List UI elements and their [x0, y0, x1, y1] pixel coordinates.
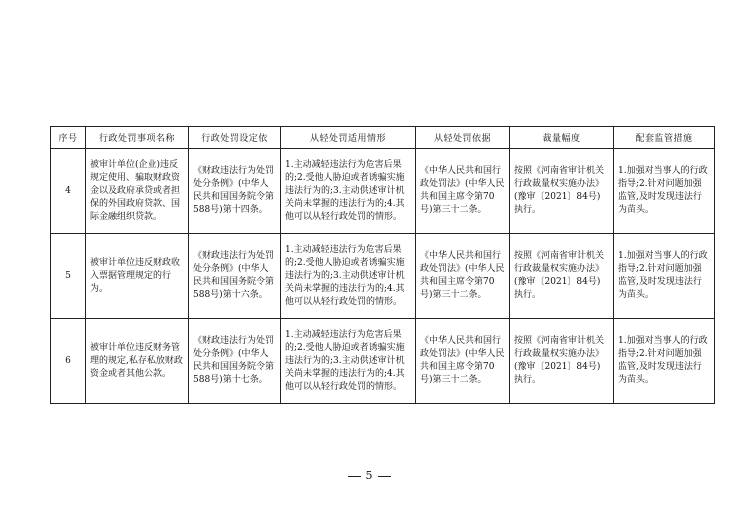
penalty-basis-cell: 《财政违法行为处罚处分条例》(中华人民共和国国务院令第588号)第十六条。	[189, 234, 281, 319]
supervision-measures-cell: 1.加强对当事人的行政指导;2.针对问题加强监管,及时发现违法行为苗头。	[614, 149, 715, 234]
discretion-range-cell: 按照《河南省审计机关行政裁量权实施办法》(豫审〔2021〕84号)执行。	[510, 319, 614, 404]
penalty-basis-cell: 《财政违法行为处罚处分条例》(中华人民共和国国务院令第588号)第十七条。	[189, 319, 281, 404]
table-header-row	[51, 127, 715, 149]
header-discretion-range: 裁量幅度	[510, 127, 614, 149]
lenient-conditions-cell: 1.主动减轻违法行为危害后果的;2.受他人胁迫或者诱骗实施违法行为的;3.主动供述审计机关尚未掌握的违法行为的;4.其他可以从轻行政处罚的情形。	[281, 319, 416, 404]
left-dash	[348, 476, 361, 477]
header-supervision-measures: 配套监管措施	[614, 127, 715, 149]
supervision-measures-cell: 1.加强对当事人的行政指导;2.针对问题加强监管,及时发现违法行为苗头。	[614, 319, 715, 404]
discretion-range-cell: 按照《河南省审计机关行政裁量权实施办法》(豫审〔2021〕84号)执行。	[510, 149, 614, 234]
row-number: 6	[51, 319, 86, 404]
row-number: 5	[51, 234, 86, 319]
penalty-table	[50, 126, 715, 404]
header-penalty-basis: 行政处罚设定依	[189, 127, 281, 149]
table-row	[51, 319, 715, 404]
penalty-item-cell: 被审计单位违反财务管理的规定,私存私放财政资金或者其他公款。	[86, 319, 189, 404]
row-number: 4	[51, 149, 86, 234]
lenient-legal-basis-cell: 《中华人民共和国行政处罚法》(中华人民共和国主席令第70号)第三十二条。	[416, 149, 510, 234]
lenient-conditions-cell: 1.主动减轻违法行为危害后果的;2.受他人胁迫或者诱骗实施违法行为的;3.主动供述审计机关尚未掌握的违法行为的;4.其他可以从轻行政处罚的情形。	[281, 149, 416, 234]
header-lenient-conditions: 从轻处罚适用情形	[281, 127, 416, 149]
lenient-legal-basis-cell: 《中华人民共和国行政处罚法》(中华人民共和国主席令第70号)第三十二条。	[416, 234, 510, 319]
lenient-conditions-cell: 1.主动减轻违法行为危害后果的;2.受他人胁迫或者诱骗实施违法行为的;3.主动供述审计机关尚未掌握的违法行为的;4.其他可以从轻行政处罚的情形。	[281, 234, 416, 319]
header-penalty-item: 行政处罚事项名称	[86, 127, 189, 149]
lenient-legal-basis-cell: 《中华人民共和国行政处罚法》(中华人民共和国主席令第70号)第三十二条。	[416, 319, 510, 404]
page-footer	[0, 469, 738, 482]
header-lenient-legal-basis: 从轻处罚依据	[416, 127, 510, 149]
table-row	[51, 234, 715, 319]
page-number: 5	[365, 469, 373, 482]
penalty-item-cell: 被审计单位违反财政收入票据管理规定的行为。	[86, 234, 189, 319]
header-serial-number: 序号	[51, 127, 86, 149]
supervision-measures-cell: 1.加强对当事人的行政指导;2.针对问题加强监管,及时发现违法行为苗头。	[614, 234, 715, 319]
penalty-basis-cell: 《财政违法行为处罚处分条例》(中华人民共和国国务院令第588号)第十四条。	[189, 149, 281, 234]
penalty-item-cell: 被审计单位(企业)违反规定使用、骗取财政资金以及政府承贷或者担保的外国政府贷款、国际金融组织贷款。	[86, 149, 189, 234]
discretion-range-cell: 按照《河南省审计机关行政裁量权实施办法》(豫审〔2021〕84号)执行。	[510, 234, 614, 319]
right-dash	[378, 476, 391, 477]
table-row	[51, 149, 715, 234]
